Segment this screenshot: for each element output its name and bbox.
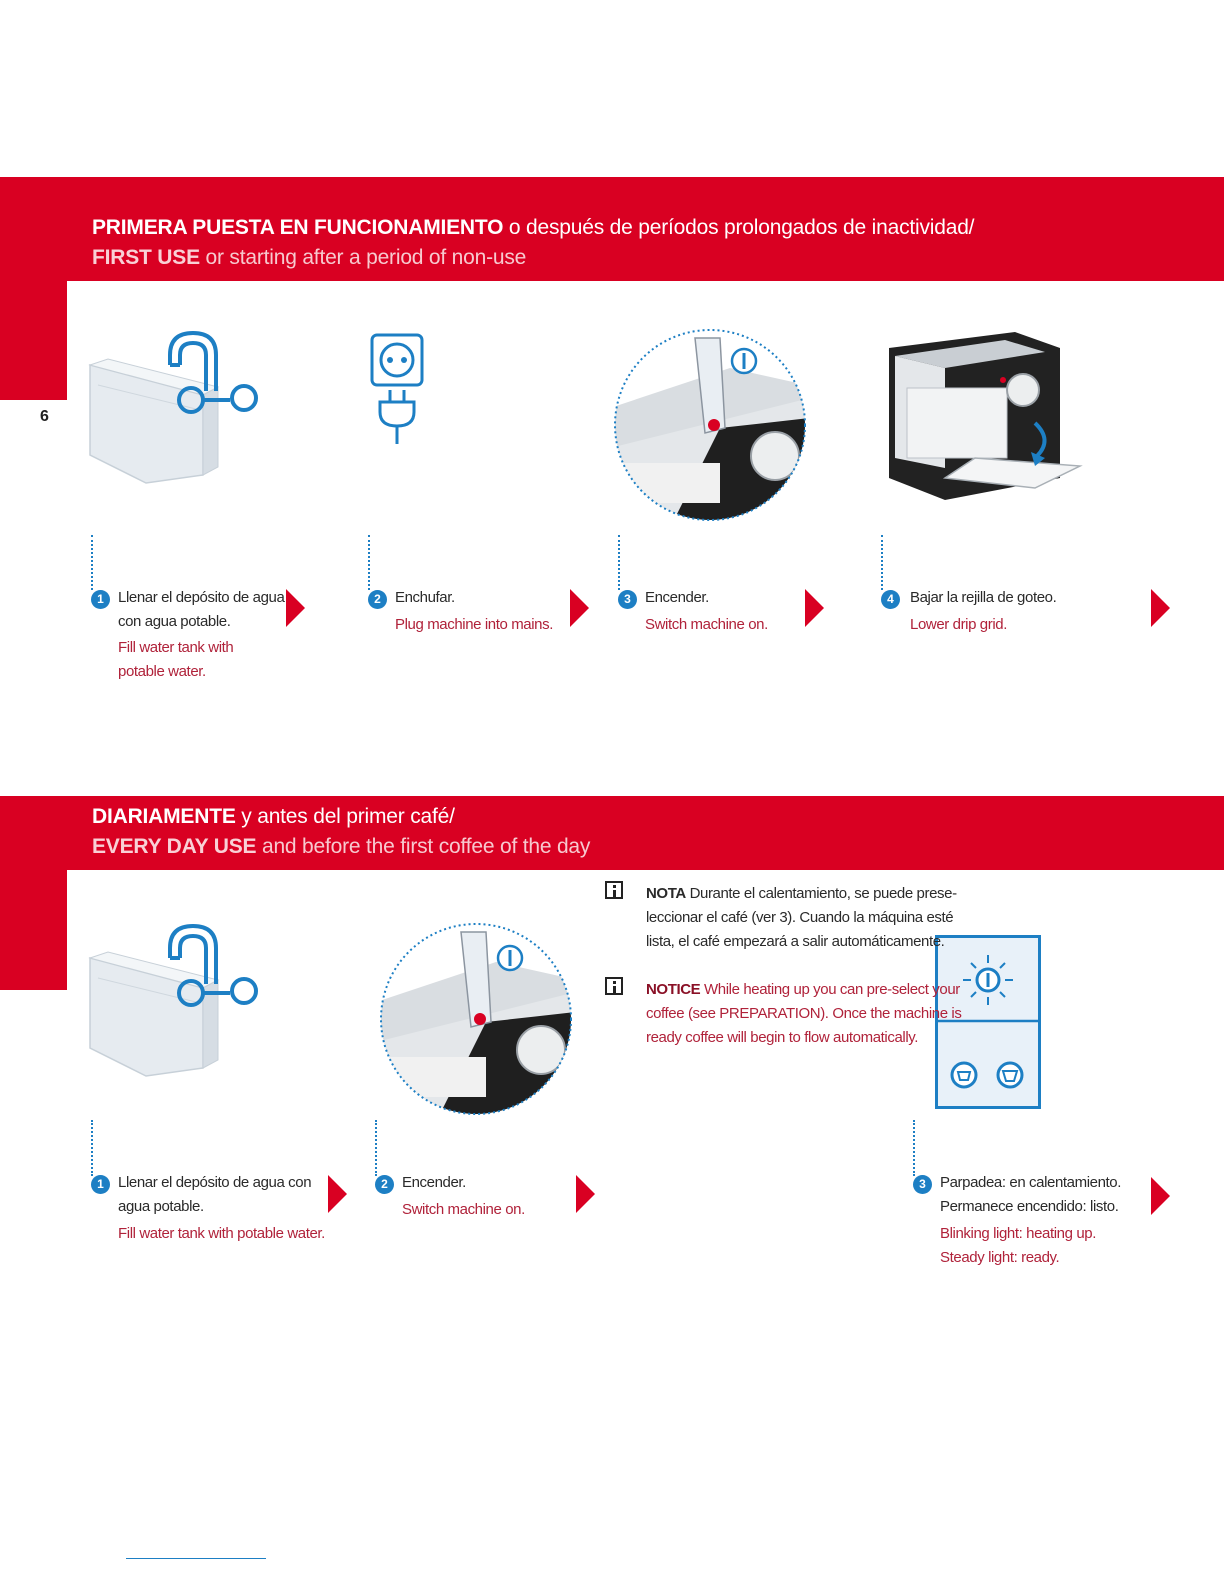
info-icon xyxy=(605,881,623,899)
day-step2-leader xyxy=(375,1120,377,1176)
day-step2-text-en: Switch machine on. xyxy=(402,1201,525,1218)
step4-text-en: Lower drip grid. xyxy=(910,616,1007,633)
step2-text-en: Plug machine into mains. xyxy=(395,616,553,633)
next-arrow xyxy=(570,589,589,627)
water-tank-tap-icon xyxy=(88,918,268,1083)
day-step3-text-en: Blinking light: heating up. Steady light: ready. xyxy=(940,1225,1096,1266)
drip-grid-machine-icon xyxy=(885,328,1085,504)
step1-leader xyxy=(91,535,93,590)
section2-title-en: EVERY DAY USE and before the first coffee of the day xyxy=(92,835,591,858)
step-number: 2 xyxy=(375,1175,394,1194)
next-arrow xyxy=(576,1175,595,1213)
step1-text-es: Llenar el depósito de agua con agua potable. xyxy=(118,589,285,630)
step-number: 2 xyxy=(368,590,387,609)
step2-text-es: Enchufar. xyxy=(395,589,455,606)
power-plug-socket-icon xyxy=(368,332,428,447)
day-step2-text-es: Encender. xyxy=(402,1174,466,1191)
section1-title-en: FIRST USE or starting after a period of non-use xyxy=(92,246,527,269)
next-arrow xyxy=(1151,1177,1170,1215)
section2-sidebar xyxy=(0,868,67,990)
day-step1-text-en: Fill water tank with potable water. xyxy=(118,1225,325,1242)
step1-text-en: Fill water tank with potable water. xyxy=(118,639,234,680)
page-number: 6 xyxy=(40,408,49,425)
next-arrow xyxy=(805,589,824,627)
water-tank-tap-icon xyxy=(88,325,268,490)
day-step3-text-es: Parpadea: en calentamiento. Permanece encendido: listo. xyxy=(940,1174,1121,1215)
step-number: 4 xyxy=(881,590,900,609)
day-step1-leader xyxy=(91,1120,93,1176)
section1-sidebar xyxy=(0,280,67,400)
step-number: 3 xyxy=(618,590,637,609)
day-step3-leader xyxy=(913,1120,915,1176)
notice-text: NOTICE While heating up you can pre-select your coffee (see PREPARATION). Once the machine is ready coffee will begin to flow automatically. xyxy=(646,981,962,1046)
step3-leader xyxy=(618,535,620,590)
step3-text-es: Encender. xyxy=(645,589,709,606)
step3-text-en: Switch machine on. xyxy=(645,616,768,633)
step4-text-es: Bajar la rejilla de goteo. xyxy=(910,589,1057,606)
day-step1-text-es: Llenar el depósito de agua con agua potable. xyxy=(118,1174,312,1215)
power-button-press-icon xyxy=(610,328,810,526)
next-arrow xyxy=(1151,589,1170,627)
footer-rule xyxy=(126,1558,266,1559)
info-icon xyxy=(605,977,623,995)
section2-title-es: DIARIAMENTE y antes del primer café/ xyxy=(92,805,455,828)
section1-title-es: PRIMERA PUESTA EN FUNCIONAMIENTO o después de períodos prolongados de inactividad/ xyxy=(92,216,975,239)
next-arrow xyxy=(286,589,305,627)
next-arrow xyxy=(328,1175,347,1213)
power-button-press-icon xyxy=(376,922,576,1120)
nota-text: NOTA Durante el calentamiento, se puede prese- leccionar el café (ver 3). Cuando la máquina esté lista, el café empezará a salir automáticamente. xyxy=(646,885,957,950)
step-number: 1 xyxy=(91,590,110,609)
step2-leader xyxy=(368,535,370,590)
step-number: 1 xyxy=(91,1175,110,1194)
step4-leader xyxy=(881,535,883,590)
step-number: 3 xyxy=(913,1175,932,1194)
